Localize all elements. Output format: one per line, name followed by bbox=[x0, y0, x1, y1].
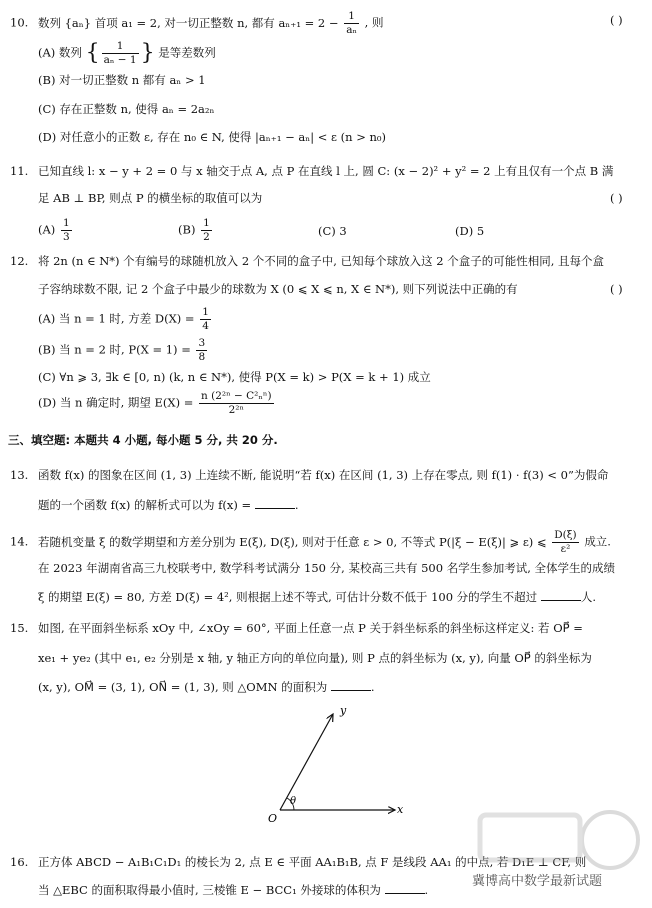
q13-line1: 函数 f(x) 的图象在区间 (1, 3) 上连续不断, 能说明“若 f(x) 在区间 (1, 3) 上存在零点, 则 f(1) · f(3) < 0”为假命 bbox=[37, 468, 609, 482]
q15-line1: 如图, 在平面斜坐标系 xOy 中, ∠xOy = 60°, 平面上任意一点 P 关于斜坐标系的斜坐标这样定义: 若 OP⃗ = bbox=[37, 621, 583, 635]
q14-frac-den: ε² bbox=[560, 543, 571, 555]
watermark-logo bbox=[440, 800, 652, 908]
q11-option-c: (C) 3 bbox=[318, 224, 347, 238]
q12-option-d-label: (D) 当 n 确定时, 期望 E(X) = bbox=[38, 395, 194, 410]
q14-number: 14. bbox=[10, 534, 29, 549]
q14-line1-tail: 成立. bbox=[584, 534, 611, 549]
q11-option-d: (D) 5 bbox=[455, 224, 485, 238]
q14-tail: 人. bbox=[580, 590, 596, 604]
q14-frac-num: D(ξ) bbox=[554, 529, 577, 541]
q10-option-a: (A) 数列 { $\frac{1}{\text{aₙ − 1}}$ } 是等差数列 bbox=[38, 40, 216, 66]
q10-option-a-fraction bbox=[102, 40, 139, 67]
q11-option-a-label: (A) bbox=[38, 222, 56, 237]
q12-option-a-den: 4 bbox=[202, 320, 209, 332]
q15-oblique-axes-diagram bbox=[260, 700, 420, 830]
x-axis-label: x bbox=[397, 803, 404, 816]
q12-option-b-label: (B) 当 n = 2 时, P(X = 1) = bbox=[38, 342, 191, 357]
q11-answer-bracket: ( ) bbox=[610, 191, 623, 205]
q11-option-b-label: (B) bbox=[178, 222, 196, 237]
q13-stem bbox=[10, 467, 608, 483]
q12-option-b-num: 3 bbox=[198, 337, 206, 349]
q14-fraction bbox=[552, 529, 578, 556]
q10-frac-den: aₙ bbox=[346, 24, 357, 36]
q10-stem-tail: , 则 bbox=[364, 15, 384, 30]
q10-frac-num: 1 bbox=[344, 10, 359, 24]
q11-option-b-fraction bbox=[201, 217, 212, 244]
q10-number: 10. bbox=[10, 15, 29, 30]
q10-option-a-label: (A) 数列 bbox=[38, 45, 82, 60]
q11-stem bbox=[10, 163, 613, 179]
section-fill-in-title: 三、填空题: 本题共 4 小题, 每小题 5 分, 共 20 分. bbox=[8, 433, 278, 447]
q12-number: 12. bbox=[10, 254, 29, 268]
q11-line2: 足 AB ⊥ BP, 则点 P 的横坐标的取值可以为 bbox=[38, 191, 263, 205]
q11-option-b-den: 2 bbox=[203, 231, 210, 243]
q12-option-a-num: 1 bbox=[202, 306, 209, 318]
q14-answer-blank[interactable] bbox=[541, 588, 581, 601]
origin-label: O bbox=[268, 812, 278, 825]
q12-line1: 将 2n (n ∈ N*) 个有编号的球随机放入 2 个不同的盒子中, 已知每个球放入这 2 个盒子的可能性相同, 且每个盒 bbox=[37, 254, 605, 268]
q16-line1: 正方体 ABCD − A₁B₁C₁D₁ 的棱长为 2, 点 E ∈ 平面 AA₁B₁B, 点 F 是线段 AA₁ 的中点, 若 D₁E ⊥ CF, 则 bbox=[37, 855, 587, 869]
q10-option-a-text: 是等差数列 bbox=[158, 45, 216, 60]
q10-stem-text: 数列 {aₙ} 首项 a₁ = 2, 对一切正整数 n, 都有 aₙ₊₁ = 2 − bbox=[37, 15, 339, 30]
q10-answer-bracket: ( ) bbox=[610, 13, 623, 27]
q11-option-a bbox=[38, 217, 74, 244]
q14-line1: 若随机变量 ξ 的数学期望和方差分别为 E(ξ), D(ξ), 则对于任意 ε > 0, 不等式 P(|ξ − E(ξ)| ⩾ ε) ⩽ bbox=[37, 534, 547, 549]
q16-tail: . bbox=[424, 883, 429, 897]
q10-option-d: (D) 对任意小的正数 ε, 存在 n₀ ∈ N, 使得 |aₙ₊₁ − aₙ| < ε (n > n₀) bbox=[38, 130, 387, 144]
q10-option-a-num: 1 bbox=[102, 40, 139, 54]
q14-line2: 在 2023 年湖南省高三九校联考中, 数学科考试满分 150 分, 某校高三共有 500 名学生参加考试, 全体学生的成绩 bbox=[38, 561, 616, 575]
q11-option-b-num: 1 bbox=[203, 217, 210, 229]
q11-number: 11. bbox=[10, 164, 29, 178]
q11-option-a-fraction bbox=[61, 217, 72, 244]
q12-option-b-den: 8 bbox=[198, 351, 206, 363]
q15-tail: . bbox=[370, 680, 375, 694]
q14-line3-text: ξ 的期望 E(ξ) = 80, 方差 D(ξ) = 4², 则根据上述不等式, 可估计分数不低于 100 分的学生不超过 bbox=[38, 590, 538, 604]
q12-option-b bbox=[38, 337, 209, 364]
q16-line2-text: 当 △EBC 的面积取得最小值时, 三棱锥 E − BCC₁ 外接球的体积为 bbox=[38, 883, 381, 897]
y-axis-label: y bbox=[340, 704, 347, 717]
theta-label: θ bbox=[290, 796, 297, 807]
q11-option-a-num: 1 bbox=[62, 217, 70, 229]
q13-line2-text: 题的一个函数 f(x) 的解析式可以为 f(x) = bbox=[38, 498, 252, 512]
q12-option-b-fraction bbox=[196, 337, 207, 364]
q16-line2 bbox=[38, 881, 428, 898]
q11-option-a-den: 3 bbox=[62, 231, 70, 243]
q15-answer-blank[interactable] bbox=[331, 678, 371, 691]
q11-option-b bbox=[178, 217, 214, 244]
watermark-text: 冀博高中数学最新试题 bbox=[472, 874, 603, 889]
q15-stem bbox=[10, 620, 583, 636]
q12-answer-bracket: ( ) bbox=[610, 282, 623, 296]
q11-line1: 已知直线 l: x − y + 2 = 0 与 x 轴交于点 A, 点 P 在直线 l 上, 圆 C: (x − 2)² + y² = 2 上有且仅有一个点 B 满 bbox=[37, 164, 614, 178]
q10-option-a-den: aₙ − 1 bbox=[103, 54, 137, 66]
q14-line3 bbox=[38, 588, 596, 605]
q10-option-b: (B) 对一切正整数 n 都有 aₙ > 1 bbox=[38, 73, 206, 87]
q10-stem-fraction bbox=[344, 10, 359, 37]
q16-answer-blank[interactable] bbox=[385, 881, 425, 894]
q15-line3-text: (x, y), OM⃗ = (3, 1), ON⃗ = (1, 3), 则 △OMN 的面积为 bbox=[38, 680, 328, 694]
q12-option-a-label: (A) 当 n = 1 时, 方差 D(X) = bbox=[38, 311, 195, 326]
q13-tail: . bbox=[294, 498, 299, 512]
q10-option-c: (C) 存在正整数 n, 使得 aₙ = 2a₂ₙ bbox=[38, 102, 215, 116]
q12-stem bbox=[10, 253, 604, 269]
q13-answer-blank[interactable] bbox=[255, 496, 295, 509]
q10-stem bbox=[10, 10, 383, 37]
q16-number: 16. bbox=[10, 855, 29, 869]
q12-line2: 子容纳球数不限, 记 2 个盒子中最少的球数为 X (0 ⩽ X ⩽ n, X ∈ N*), 则下列说法中正确的有 bbox=[38, 282, 518, 296]
q15-line3 bbox=[38, 678, 375, 695]
q13-line2 bbox=[38, 496, 299, 513]
q12-option-a bbox=[38, 306, 213, 333]
q12-option-d-den: 2²ⁿ bbox=[228, 404, 245, 416]
y-axis bbox=[280, 714, 333, 810]
q12-option-d-num: n (2²ⁿ − C²ₙⁿ) bbox=[201, 390, 272, 402]
q15-line2: xe₁ + ye₂ (其中 e₁, e₂ 分别是 x 轴, y 轴正方向的单位向量), 则 P 点的斜坐标为 (x, y), 向量 OP⃗ 的斜坐标为 bbox=[38, 651, 592, 665]
q12-option-d bbox=[38, 390, 276, 417]
q12-option-a-fraction bbox=[200, 306, 211, 333]
q12-option-d-fraction bbox=[199, 390, 274, 417]
q15-number: 15. bbox=[10, 621, 29, 635]
q13-number: 13. bbox=[10, 468, 29, 482]
q14-stem bbox=[10, 529, 611, 556]
q12-option-c: (C) ∀n ⩾ 3, ∃k ∈ [0, n) (k, n ∈ N*), 使得 P(X = k) > P(X = k + 1) 成立 bbox=[38, 370, 431, 384]
